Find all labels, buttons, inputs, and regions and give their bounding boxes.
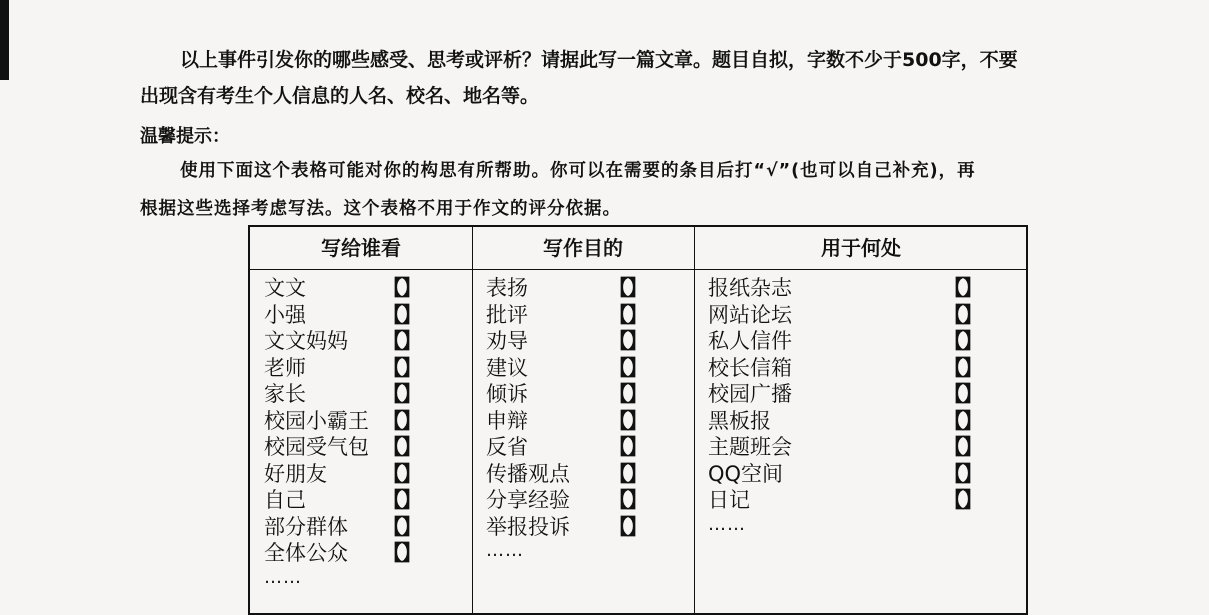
check-box[interactable]: 【】 [608,355,646,380]
list-item [486,328,686,355]
list-item [708,302,1008,329]
check-box[interactable]: 【】 [608,302,646,327]
check-box[interactable]: 【】 [608,329,646,353]
header-audience: 写给谁看 [321,236,401,260]
list-item [708,355,1008,382]
tips-text-line-1: 使用下面这个表格可能对你的构思有所帮助。你可以在需要的条目后打“√”(也可以自己补充)，再 [180,161,976,181]
list-item [708,381,1008,408]
item-label: 小强 [264,302,306,327]
list-item [264,514,464,541]
check-box[interactable]: 【】 [382,461,420,486]
list-item [486,381,686,408]
check-box[interactable]: 【】 [943,302,981,327]
ellipsis: …… [264,566,302,588]
item-label: 家长 [264,382,306,406]
check-box[interactable]: 【】 [382,382,420,406]
list-item [708,408,1008,435]
ellipsis: …… [486,540,524,561]
item-label: 劝导 [486,329,528,353]
item-label: 文文妈妈 [264,329,348,353]
list-item [264,540,464,567]
check-box[interactable]: 【】 [608,435,646,459]
check-box[interactable]: 【】 [608,408,646,433]
check-box[interactable]: 【】 [382,514,420,539]
item-label: 文文 [264,276,306,300]
check-box[interactable]: 【】 [382,329,420,353]
item-label: 黑板报 [708,408,771,433]
list-item [486,302,686,329]
page-edge-shadow [0,0,9,80]
essay-prompt [140,42,1140,114]
check-box[interactable]: 【】 [382,302,420,327]
item-label: 申辩 [486,408,528,433]
list-item [708,487,1008,514]
check-box[interactable]: 【】 [943,488,981,512]
check-box[interactable]: 【】 [382,276,420,300]
header-purpose: 写作目的 [543,236,623,260]
check-box[interactable]: 【】 [608,488,646,512]
item-label: 表扬 [486,276,528,300]
tips-text [140,152,1140,228]
header-venue: 用于何处 [821,236,901,260]
column-audience [264,275,464,593]
check-box[interactable]: 【】 [382,355,420,380]
item-label: 私人信件 [708,329,792,353]
item-label: 部分群体 [264,514,348,539]
item-label: 校长信箱 [708,355,792,380]
check-box[interactable]: 【】 [382,408,420,433]
item-label: 倾诉 [486,382,528,406]
check-box[interactable]: 【】 [608,461,646,486]
check-box[interactable]: 【】 [382,435,420,459]
item-label: 全体公众 [264,541,348,565]
essay-prompt-line-1: 以上事件引发你的哪些感受、思考或评析？请据此写一篇文章。题目自拟，字数不少于500字，不要 [180,49,1018,71]
item-label: QQ空间 [708,461,784,486]
item-label: 分享经验 [486,488,570,512]
item-label: 举报投诉 [486,514,570,539]
list-item [708,328,1008,355]
item-label: 自己 [264,488,306,512]
check-box[interactable]: 【】 [382,541,420,565]
check-box[interactable]: 【】 [382,488,420,512]
item-label: 反省 [486,435,528,459]
item-label: 校园广播 [708,382,792,406]
list-item [264,434,464,461]
item-label: 校园受气包 [264,435,369,459]
check-box[interactable]: 【】 [943,461,981,486]
list-item [264,408,464,435]
column-divider [472,227,473,613]
item-label: 日记 [708,488,750,512]
item-label: 主题班会 [708,435,792,459]
planning-table [248,225,1028,615]
list-item [264,381,464,408]
check-box[interactable]: 【】 [943,276,981,300]
item-label: 报纸杂志 [708,276,792,300]
table-header-row [250,227,1026,270]
check-box[interactable]: 【】 [608,514,646,539]
check-box[interactable]: 【】 [608,382,646,406]
tips-title: 温馨提示： [140,126,230,147]
list-item [264,275,464,302]
tips-text-line-2: 根据这些选择考虑写法。这个表格不用于作文的评分依据。 [140,199,621,219]
check-box[interactable]: 【】 [943,329,981,353]
item-label: 传播观点 [486,461,570,486]
list-item [486,275,686,302]
list-item [486,355,686,382]
essay-prompt-line-2: 出现含有考生个人信息的人名、校名、地名等。 [140,85,540,107]
check-box[interactable]: 【】 [943,355,981,380]
column-divider [694,227,695,613]
list-item [264,461,464,488]
list-item [486,408,686,435]
list-item [264,355,464,382]
list-item [264,487,464,514]
list-item [708,275,1008,302]
column-venue [708,275,1008,540]
list-item [486,487,686,514]
list-item [264,328,464,355]
item-label: 好朋友 [264,461,327,486]
item-label: 建议 [486,355,528,380]
list-item [486,461,686,488]
item-label: 批评 [486,302,528,327]
check-box[interactable]: 【】 [943,435,981,459]
item-label: 网站论坛 [708,302,792,327]
check-box[interactable]: 【】 [943,408,981,433]
list-item [708,434,1008,461]
ellipsis: …… [708,513,746,535]
list-item [708,461,1008,488]
check-box[interactable]: 【】 [608,276,646,300]
check-box[interactable]: 【】 [943,382,981,406]
column-purpose [486,275,686,566]
list-item [486,514,686,541]
item-label: 校园小霸王 [264,408,369,433]
item-label: 老师 [264,355,306,380]
list-item [486,434,686,461]
list-item [264,302,464,329]
